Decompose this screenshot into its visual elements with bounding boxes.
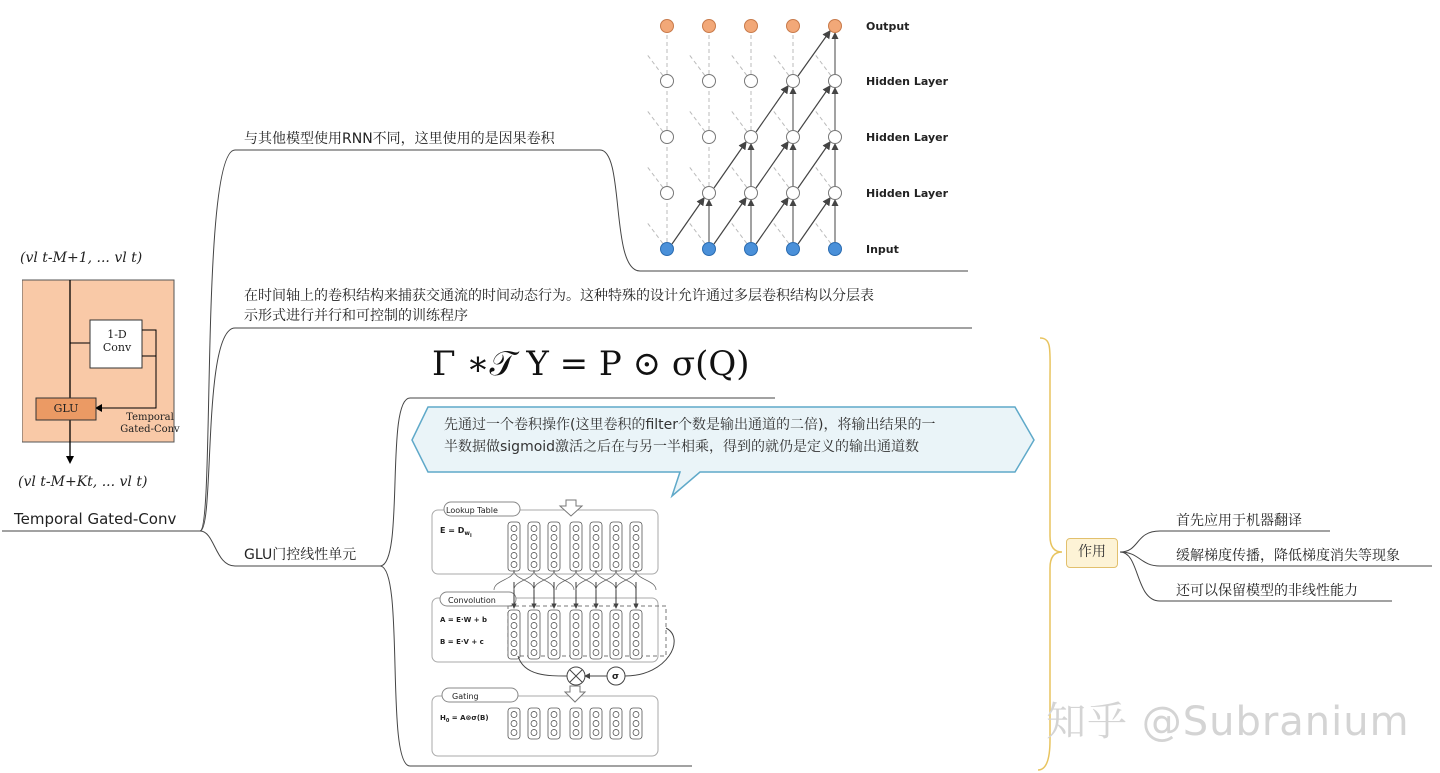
conv-column-cell [511, 632, 517, 638]
hidden-node [661, 131, 674, 144]
callout-text [444, 414, 936, 458]
conv-column-cell [613, 623, 619, 629]
conv-column-cell [573, 650, 579, 656]
diagonal-edge [798, 31, 830, 76]
usage-item-3[interactable]: 还可以保留模型的非线性能力 [1176, 583, 1358, 599]
causal-layer-labels [866, 20, 949, 256]
conv-column-cell [613, 614, 619, 620]
side-label-1: Temporal [126, 412, 174, 423]
conv-column-cell [593, 623, 599, 629]
hidden-node [829, 131, 842, 144]
lookup-column-cell [593, 553, 599, 559]
gating-column-cell [593, 721, 599, 727]
lookup-title: Lookup Table [446, 506, 498, 515]
conv-column-cell [531, 632, 537, 638]
hidden-node [829, 75, 842, 88]
output-node [703, 20, 716, 33]
hidden-node [745, 187, 758, 200]
output-node [661, 20, 674, 33]
lookup-column-cell [551, 544, 557, 550]
hidden-node [745, 131, 758, 144]
lookup-column-cell [511, 544, 517, 550]
lookup-eq-subsub: i [469, 533, 472, 539]
conv-column-cell [511, 614, 517, 620]
conv-column-cell [613, 650, 619, 656]
gating-column-cell [573, 721, 579, 727]
lookup-column-cell [511, 553, 517, 559]
conv-column-cell [551, 650, 557, 656]
lookup-column-cell [613, 535, 619, 541]
lookup-column-cell [613, 553, 619, 559]
conv-column-cell [593, 650, 599, 656]
conv-column-cell [593, 614, 599, 620]
lookup-column-cell [511, 535, 517, 541]
gating-column-cell [593, 712, 599, 718]
gating-column-cell [573, 730, 579, 736]
lookup-column-cell [511, 562, 517, 568]
top-formula-text: (vl t-M+1, ... vl t) [20, 250, 143, 266]
lookup-column-cell [633, 553, 639, 559]
gating-column-cell [633, 730, 639, 736]
conv-column-cell [633, 641, 639, 647]
branch-temporal-conv[interactable] [244, 286, 874, 326]
lookup-eq-main: E = D [440, 526, 465, 535]
lookup-column-cell [593, 562, 599, 568]
lookup-column-cell [613, 562, 619, 568]
input-node [703, 243, 716, 256]
diagonal-edge [714, 198, 746, 244]
lookup-column-cell [593, 535, 599, 541]
lookup-eq-sub: w [464, 530, 470, 537]
output-node [745, 20, 758, 33]
layer-label: Hidden Layer [866, 131, 948, 144]
usage-item-2[interactable]: 缓解梯度传播，降低梯度消失等现象 [1176, 548, 1400, 564]
bottom-formula: (vl t-M+Kt, ... vl t) [18, 474, 148, 490]
callout-line-1: 先通过一个卷积操作(这里卷积的filter个数是输出通道的二倍)，将输出结果的一 [444, 417, 936, 433]
conv-column-cell [593, 641, 599, 647]
gating-eq-main: H [440, 714, 446, 722]
input-node [745, 243, 758, 256]
conv-column-cell [573, 623, 579, 629]
lookup-column-cell [633, 562, 639, 568]
conv-column-cell [573, 614, 579, 620]
layer-label: Output [866, 20, 910, 33]
layer-label: Hidden Layer [866, 187, 948, 200]
lookup-column-cell [573, 553, 579, 559]
conv-column-cell [573, 632, 579, 638]
gating-column-cell [613, 712, 619, 718]
lookup-column-cell [573, 526, 579, 532]
conv-column-cell [531, 623, 537, 629]
conv-column-cell [551, 641, 557, 647]
lookup-column-cell [551, 526, 557, 532]
diagonal-edge [756, 86, 788, 132]
gating-column-cell [551, 712, 557, 718]
gating-title: Gating [452, 692, 479, 701]
top-formula [20, 250, 142, 266]
diagonal-edge [798, 198, 830, 244]
conv-column-cell [613, 632, 619, 638]
gated-conv-diagram [18, 246, 192, 496]
conv-column-cell [511, 623, 517, 629]
gating-column-cell [633, 712, 639, 718]
conv-box-label [92, 328, 142, 354]
conv-eq-b: B = E·V + c [440, 638, 484, 646]
causal-edges [646, 31, 835, 249]
conv-column-cell [613, 641, 619, 647]
lookup-column-cell [613, 544, 619, 550]
side-label [110, 412, 190, 436]
glu-formula: Γ ∗𝒯 Y = P ⊙ σ(Q) [432, 344, 750, 384]
conv-title: Convolution [448, 596, 496, 605]
conv-column-cell [551, 614, 557, 620]
lookup-column-cell [531, 526, 537, 532]
diagonal-edge [798, 142, 830, 188]
hidden-node [703, 187, 716, 200]
branch-causal-conv[interactable]: 与其他模型使用RNN不同，这里使用的是因果卷积 [244, 131, 555, 147]
layer-label: Hidden Layer [866, 75, 948, 88]
gating-column-cell [511, 712, 517, 718]
lookup-column-cell [531, 562, 537, 568]
gating-eq-rest: = A⊗σ(B) [449, 714, 489, 722]
lookup-column-cell [531, 544, 537, 550]
diagonal-edge [714, 142, 746, 188]
side-label-2: Gated-Conv [120, 424, 180, 435]
conv-eq-a: A = E·W + b [440, 616, 488, 624]
lookup-column-cell [551, 562, 557, 568]
glu-box-label: GLU [53, 402, 79, 415]
conv-column-cell [551, 623, 557, 629]
hidden-node [703, 131, 716, 144]
hidden-node [745, 75, 758, 88]
lookup-column-cell [531, 535, 537, 541]
callout-line-2: 半数据做sigmoid激活之后在与另一半相乘，得到的就仍是定义的输出通道数 [444, 439, 920, 455]
gating-column-cell [613, 721, 619, 727]
gating-column-cell [551, 730, 557, 736]
gating-column-cell [593, 730, 599, 736]
gating-eq-sub: 0 [445, 718, 450, 724]
lookup-column-cell [551, 553, 557, 559]
gating-column-cell [511, 721, 517, 727]
output-node [787, 20, 800, 33]
gating-column-cell [551, 721, 557, 727]
diagonal-edge [672, 198, 704, 244]
input-node [829, 243, 842, 256]
usage-node[interactable]: 作用 [1066, 538, 1118, 568]
root-node-label[interactable]: Temporal Gated-Conv [14, 510, 177, 528]
conv-column-cell [633, 623, 639, 629]
usage-item-1[interactable]: 首先应用于机器翻译 [1176, 513, 1302, 529]
hidden-node [661, 75, 674, 88]
conv-column-cell [531, 641, 537, 647]
lookup-column-cell [613, 526, 619, 532]
lookup-column-cell [511, 526, 517, 532]
conv-column-cell [593, 632, 599, 638]
gating-column-cell [511, 730, 517, 736]
gating-column-cell [633, 721, 639, 727]
glu-architecture-figure [428, 498, 690, 766]
conv-column-cell [573, 641, 579, 647]
branch-glu[interactable]: GLU门控线性单元 [244, 547, 357, 563]
hidden-node [787, 131, 800, 144]
conv-label-1: 1-D [107, 328, 127, 341]
conv-column-cell [531, 614, 537, 620]
gating-column-cell [613, 730, 619, 736]
branch-temporal-line-1: 在时间轴上的卷积结构来捕获交通流的时间动态行为。这种特殊的设计允许通过多层卷积结构以分层表 [244, 288, 874, 304]
gating-column-cell [573, 712, 579, 718]
conv-column-cell [633, 650, 639, 656]
conv-column-cell [531, 650, 537, 656]
gated-conv-figure [22, 246, 192, 496]
hidden-node [787, 75, 800, 88]
lookup-column-cell [593, 526, 599, 532]
output-node [829, 20, 842, 33]
conv-column-cell [511, 641, 517, 647]
layer-label: Input [866, 243, 899, 256]
lookup-column-cell [531, 553, 537, 559]
input-node [787, 243, 800, 256]
diagonal-edge [756, 142, 788, 188]
lookup-column-cell [633, 526, 639, 532]
gating-column-cell [531, 721, 537, 727]
lookup-column-cell [573, 544, 579, 550]
causal-conv-figure [640, 8, 970, 266]
lookup-column-cell [573, 562, 579, 568]
hidden-node [829, 187, 842, 200]
lookup-column-cell [593, 544, 599, 550]
lookup-column-cell [551, 535, 557, 541]
conv-column-cell [633, 632, 639, 638]
diagonal-edge [798, 86, 830, 132]
conv-label-2: Conv [102, 341, 132, 354]
hidden-node [661, 187, 674, 200]
conv-column-cell [511, 650, 517, 656]
lookup-column-cell [633, 535, 639, 541]
lookup-column-cell [633, 544, 639, 550]
gating-column-cell [531, 712, 537, 718]
diagonal-edge [756, 198, 788, 244]
conv-column-cell [633, 614, 639, 620]
gating-column-cell [531, 730, 537, 736]
branch-temporal-line-2: 示形式进行并行和可控制的训练程序 [244, 308, 468, 324]
input-node [661, 243, 674, 256]
lookup-column-cell [573, 535, 579, 541]
sigma-label: σ [612, 672, 620, 682]
hidden-node [787, 187, 800, 200]
hidden-node [703, 75, 716, 88]
watermark: 知乎 @Subranium [1046, 699, 1410, 745]
conv-column-cell [551, 632, 557, 638]
